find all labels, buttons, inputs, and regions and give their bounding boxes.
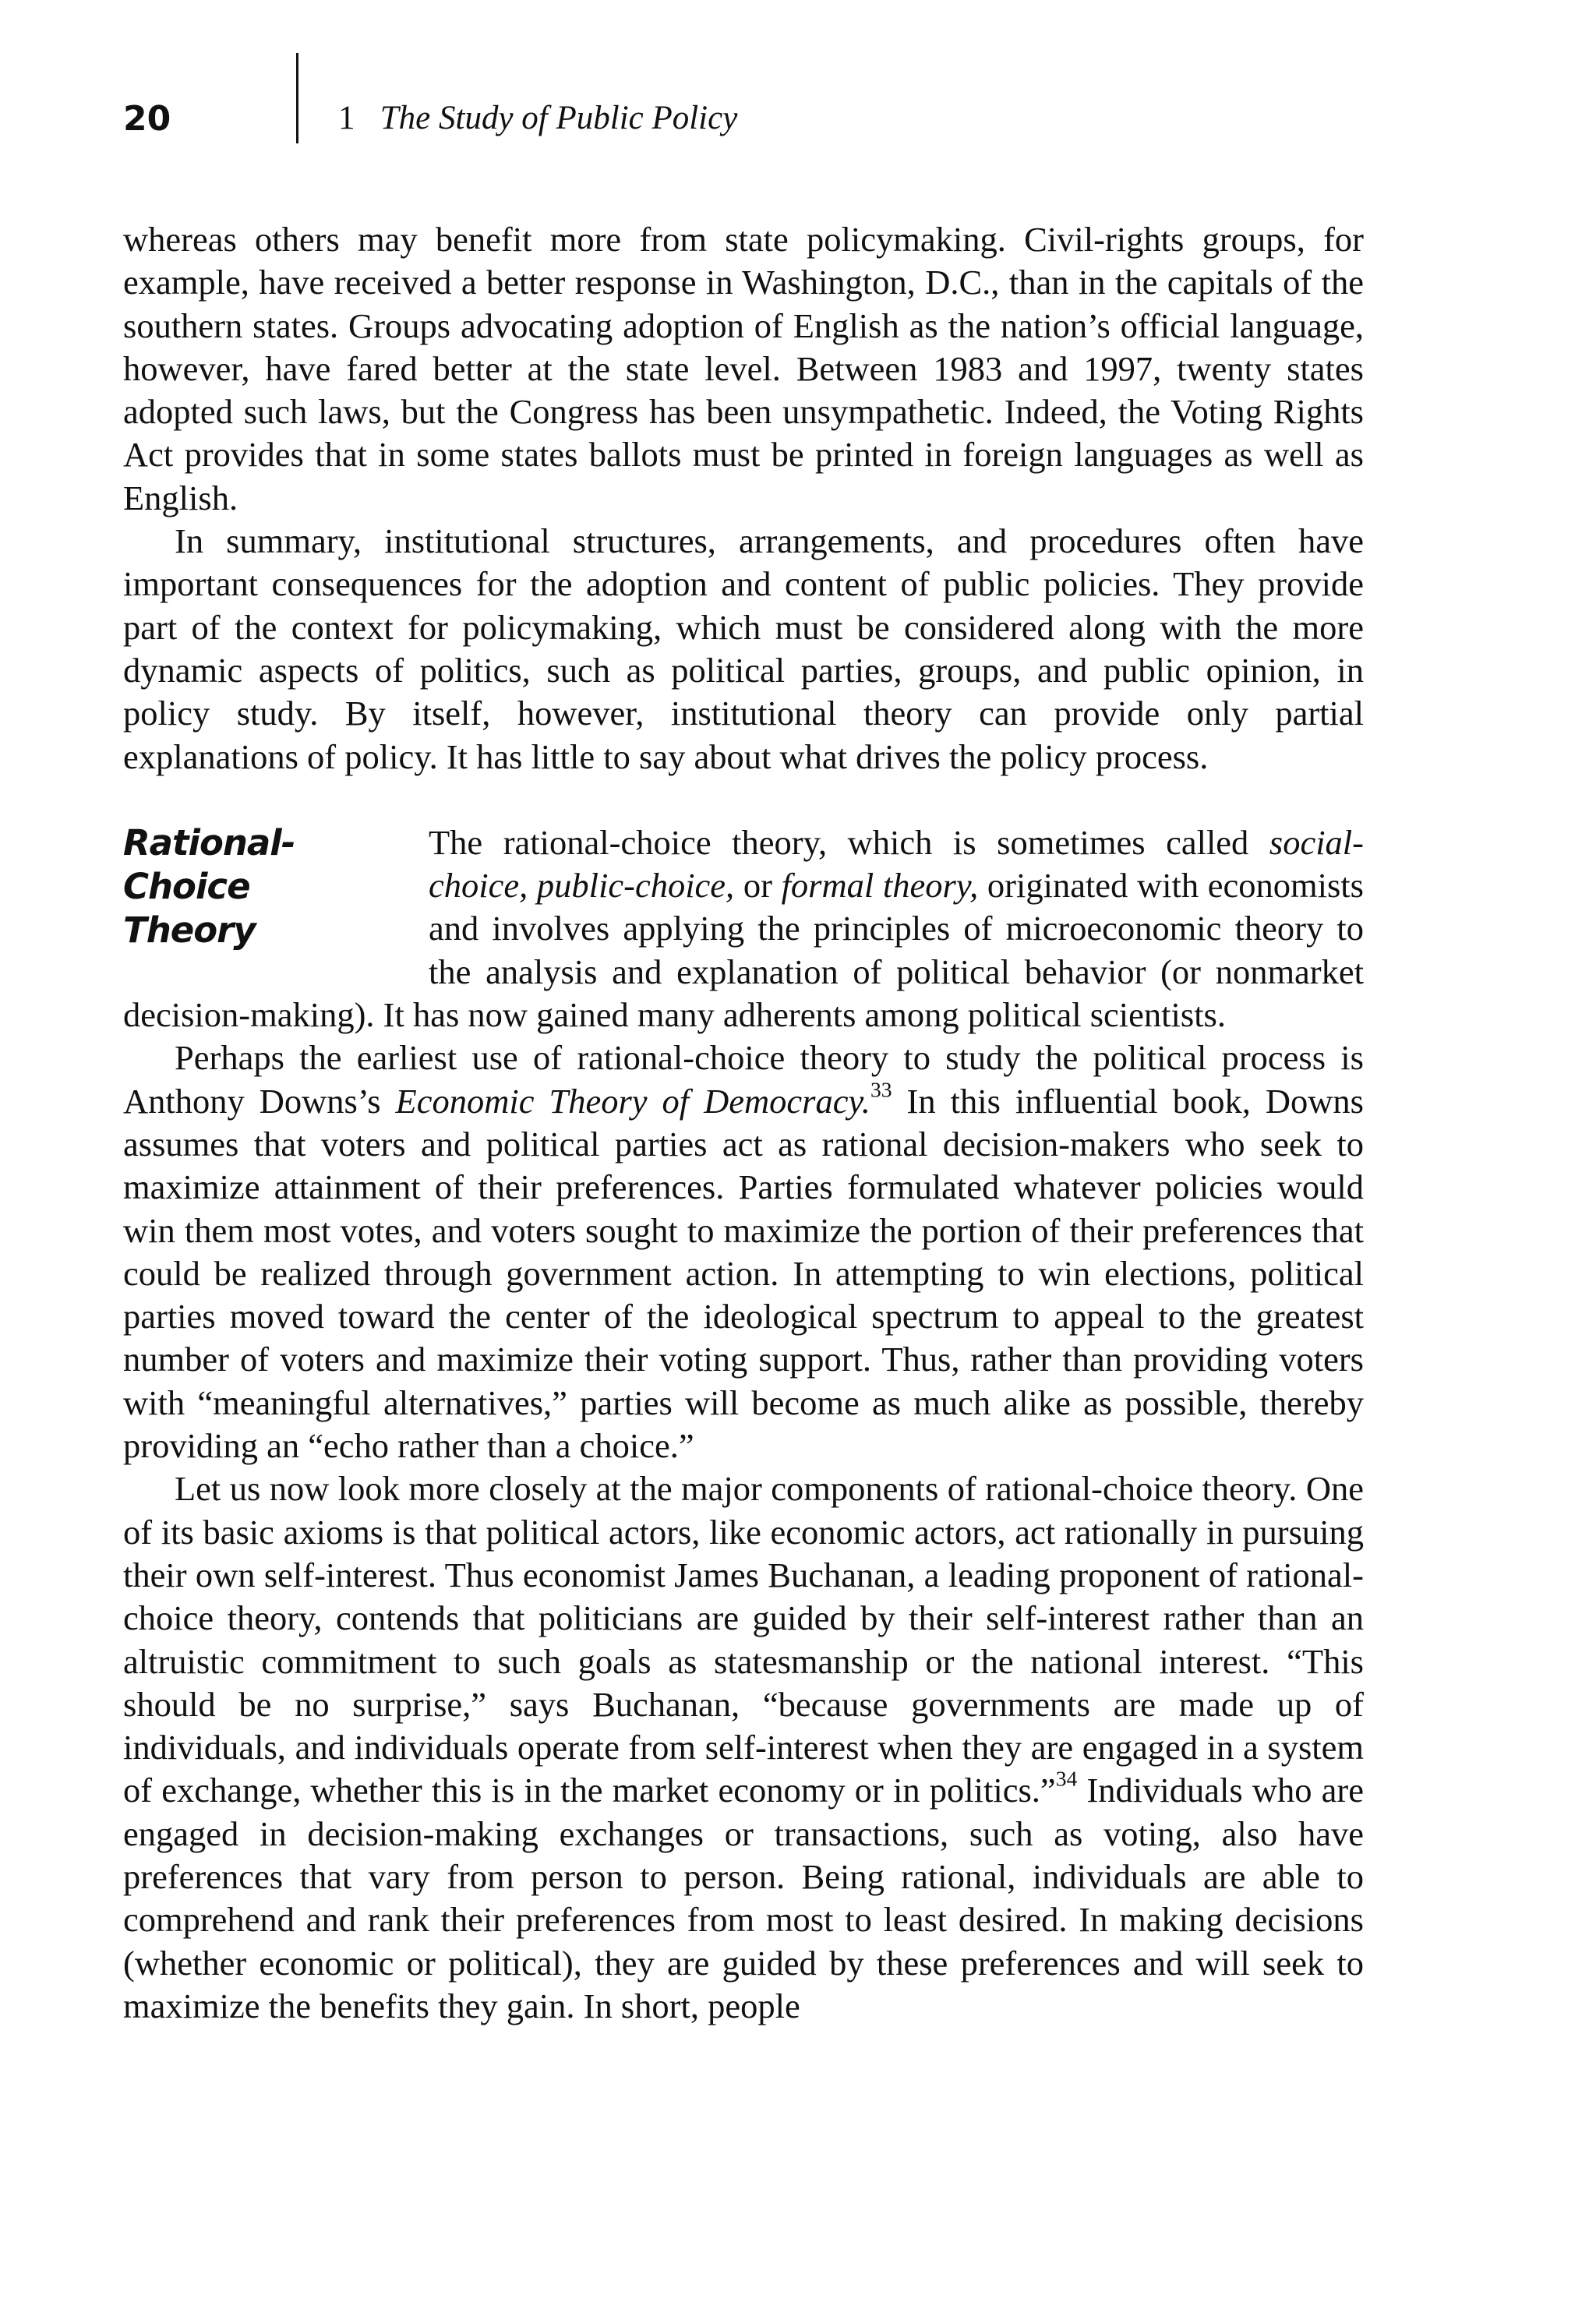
- p4-text-c: In this influential book, Downs assumes that voters and political parties act as rational decision-makers who seek to maximize attainment of their preferences. Parties formulated whatever policies would win them most votes, and voters sought to maximize the portion of their preferences that could be realized through government action. In attempting to win elections, political parties moved toward the center of the ideological spectrum to appeal to the greatest number of voters and maximize their voting support. Thus, rather than providing voters with “meaningful alternatives,” parties will become as much alike as possible, thereby providing an “echo rather than a choice.”: [123, 1081, 1364, 1466]
- chapter-number: 1: [338, 100, 355, 136]
- paragraph-1: whereas others may benefit more from state policymaking. Civil-rights groups, for example, have received a better response in Washington, D.C., than in the capitals of the southern states. Groups advocating adoption of English as the nation’s official language, however, have fared better at the state level. Between 1983 and 1997, twenty states adopted such laws, but the Congress has been unsympathetic. Indeed, the Voting Rights Act provides that in some states ballots must be printed in foreign languages as well as English.: [123, 220, 1364, 517]
- page-number: 20: [123, 99, 171, 139]
- body-text: [123, 218, 1364, 2028]
- chapter-title: The Study of Public Policy: [380, 100, 738, 136]
- p5-text-b: Individuals who are engaged in decision-making exchanges or transactions, such as voting, also have preferences that vary from person to person. Being rational, individuals are able to comprehend and rank their preferences from most to least desired. In making decisions (whether economic or political), they are guided by these preferences and will seek to maximize the benefits they gain. In short, people: [123, 1771, 1364, 2025]
- paragraph-5: [123, 1467, 1364, 2028]
- p3-italic-formal: formal theory,: [781, 866, 979, 906]
- p3-text-e: originated with economists and involves applying the principles of microeconomic theory to the analysis and explanation of political behavior (or nonmarket decision-making). It has now gained many adherents among political scientists.: [123, 866, 1364, 1035]
- paragraph-4: [123, 1036, 1364, 1467]
- p3-text-a: The rational-choice theory, which is sometimes called: [429, 822, 1269, 862]
- p4-text-a: Perhaps the earliest use of rational-choice theory to study the political process is Anthony Downs’s: [123, 1038, 1364, 1121]
- header-rule: [296, 53, 298, 143]
- running-header: [123, 92, 1370, 147]
- section-heading-line-2: Theory: [123, 909, 256, 951]
- chapter-label: [338, 98, 737, 139]
- section-heading: [123, 821, 421, 952]
- footnote-ref-34[interactable]: 34: [1055, 1766, 1078, 1791]
- section-heading-line-1: Rational-Choice: [123, 821, 295, 907]
- p3-text-c: or: [734, 866, 782, 906]
- p5-text-a: Let us now look more closely at the major components of rational-choice theory. One of its basic axioms is that political actors, like economic actors, act rationally in pursuing their own self-interest. Thus economist James Buchanan, a leading proponent of rational-choice theory, contends that politicians are guided by their self-interest rather than an altruistic commitment to such goals as statesmanship or the national interest. “This should be no surprise,” says Buchanan, “because governments are made up of individuals, and individuals operate from self-interest when they are engaged in a system of exchange, whether this is in the market economy or in politics.”: [123, 1469, 1364, 1810]
- p3-italic-terms: social-choice, public-choice,: [429, 822, 1364, 906]
- paragraph-2: In summary, institutional structures, arrangements, and procedures often have important consequences for the adoption and content of public policies. They provide part of the context for policymaking, which must be considered along with the more dynamic aspects of politics, such as political parties, groups, and public opinion, in policy study. By itself, however, institutional theory can provide only partial explanations of policy. It has little to say about what drives the policy process.: [123, 521, 1364, 776]
- footnote-ref-33[interactable]: 33: [870, 1076, 892, 1101]
- book-title-downs: Economic Theory of Democracy.: [395, 1081, 870, 1121]
